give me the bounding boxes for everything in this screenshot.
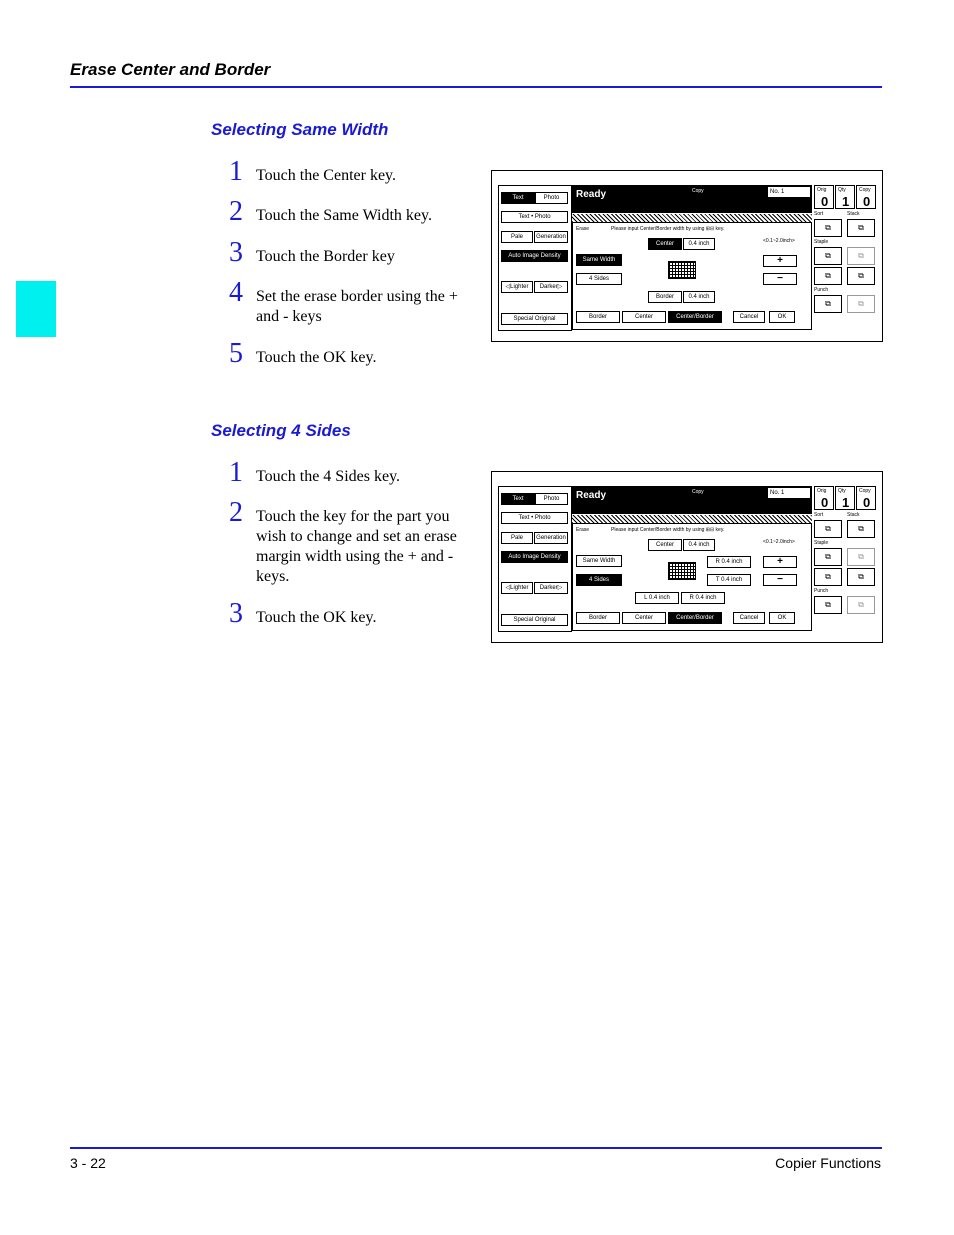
- erase-panel: [572, 523, 812, 631]
- page-number: 3 - 22: [70, 1155, 106, 1171]
- darker-button[interactable]: Darker▷: [534, 582, 568, 594]
- cancel-button[interactable]: Cancel: [733, 311, 765, 323]
- special-original-button[interactable]: Special Original: [501, 614, 568, 626]
- job-number: No. 1: [768, 187, 810, 197]
- darker-button[interactable]: Darker▷: [534, 281, 568, 293]
- center-tab[interactable]: Center: [622, 612, 666, 624]
- sort-icon[interactable]: ⧉: [814, 219, 842, 237]
- header-rule: [70, 86, 882, 88]
- cancel-button[interactable]: Cancel: [733, 612, 765, 624]
- image-panel: [498, 486, 572, 632]
- copier-screen-same-width: [491, 170, 883, 342]
- copy-label: Copy: [692, 188, 704, 194]
- same-width-button[interactable]: Same Width: [576, 555, 622, 567]
- ok-button[interactable]: OK: [769, 311, 795, 323]
- auto-density-button[interactable]: Auto Image Density: [501, 551, 568, 563]
- side-l-value[interactable]: L 0.4 inch: [635, 592, 679, 604]
- pale-button[interactable]: Pale: [501, 231, 533, 243]
- plus-button[interactable]: +: [763, 255, 797, 267]
- pale-button[interactable]: Pale: [501, 532, 533, 544]
- qty-counter: Qty 1: [835, 185, 855, 209]
- same-width-button[interactable]: Same Width: [576, 254, 622, 266]
- erase-label: Erase: [576, 226, 590, 232]
- stack-icon[interactable]: ⧉: [847, 219, 875, 237]
- punch-top-icon[interactable]: ⧉: [847, 596, 875, 614]
- staple-double-icon[interactable]: ⧉: [814, 568, 842, 586]
- text-button[interactable]: Text: [501, 192, 535, 204]
- copy-label: Copy: [692, 489, 704, 495]
- center-tab[interactable]: Center: [622, 311, 666, 323]
- side-t-value[interactable]: T 0.4 inch: [707, 574, 751, 586]
- chapter-tab: [16, 281, 56, 337]
- finisher-panel: [814, 185, 878, 329]
- ready-status: Ready: [576, 490, 607, 501]
- border-tab[interactable]: Border: [576, 311, 620, 323]
- orig-counter: Orig 0: [814, 486, 834, 510]
- staple-label: Staple: [814, 540, 829, 546]
- punch-left-icon[interactable]: ⧉: [814, 295, 842, 313]
- status-bar: [572, 486, 812, 514]
- lighter-button[interactable]: ◁Lighter: [501, 281, 533, 293]
- chapter-name: Copier Functions: [775, 1155, 881, 1171]
- four-sides-button[interactable]: 4 Sides: [576, 574, 622, 586]
- hatch-bar: [572, 214, 812, 222]
- text-photo-button[interactable]: Text • Photo: [501, 512, 568, 524]
- sort-label: Sort: [814, 512, 824, 518]
- center-button[interactable]: Center: [648, 539, 682, 551]
- prompt-text: Please input Center/Border width by using ⊞⊟ key.: [611, 226, 725, 232]
- erase-preview-icon: [668, 261, 696, 279]
- sort-icon[interactable]: ⧉: [814, 520, 842, 538]
- stack-label: Stack: [847, 512, 860, 518]
- ready-status: Ready: [576, 189, 607, 200]
- status-bar: [572, 185, 812, 213]
- erase-panel: [572, 222, 812, 330]
- side-r-value[interactable]: R 0.4 inch: [707, 556, 751, 568]
- punch-label: Punch: [814, 588, 829, 594]
- staple-top-icon[interactable]: ⧉: [847, 568, 875, 586]
- prompt-text: Please input Center/Border width by using ⊞⊟ key.: [611, 527, 725, 533]
- staple-right-icon[interactable]: ⧉: [847, 548, 875, 566]
- generation-button[interactable]: Generation: [534, 231, 568, 243]
- four-sides-button[interactable]: 4 Sides: [576, 273, 622, 285]
- photo-button[interactable]: Photo: [535, 192, 568, 204]
- range-text: <0.1~2.0inch>: [763, 539, 795, 545]
- generation-button[interactable]: Generation: [534, 532, 568, 544]
- staple-double-icon[interactable]: ⧉: [814, 267, 842, 285]
- border-button[interactable]: Border: [648, 291, 682, 303]
- center-value: 0.4 inch: [683, 539, 715, 551]
- special-original-button[interactable]: Special Original: [501, 313, 568, 325]
- center-border-tab[interactable]: Center/Border: [668, 311, 722, 323]
- qty-counter: Qty 1: [835, 486, 855, 510]
- ok-button[interactable]: OK: [769, 612, 795, 624]
- plus-button[interactable]: +: [763, 556, 797, 568]
- section-title-4-sides: Selecting 4 Sides: [211, 421, 351, 440]
- copy-counter: Copy 0: [856, 185, 876, 209]
- copy-counter: Copy 0: [856, 486, 876, 510]
- lighter-button[interactable]: ◁Lighter: [501, 582, 533, 594]
- staple-left-icon[interactable]: ⧉: [814, 247, 842, 265]
- center-border-tab[interactable]: Center/Border: [668, 612, 722, 624]
- text-photo-button[interactable]: Text • Photo: [501, 211, 568, 223]
- footer-rule: [70, 1147, 882, 1149]
- range-text: <0.1~2.0inch>: [763, 238, 795, 244]
- minus-button[interactable]: −: [763, 574, 797, 586]
- finisher-panel: [814, 486, 878, 630]
- section-title-same-width: Selecting Same Width: [211, 120, 389, 139]
- copier-screen-4-sides: [491, 471, 883, 643]
- staple-right-icon[interactable]: ⧉: [847, 247, 875, 265]
- erase-label: Erase: [576, 527, 590, 533]
- orig-counter: Orig 0: [814, 185, 834, 209]
- image-panel: [498, 185, 572, 331]
- photo-button[interactable]: Photo: [535, 493, 568, 505]
- center-button[interactable]: Center: [648, 238, 682, 250]
- hatch-bar: [572, 515, 812, 523]
- text-button[interactable]: Text: [501, 493, 535, 505]
- staple-left-icon[interactable]: ⧉: [814, 548, 842, 566]
- punch-top-icon[interactable]: ⧉: [847, 295, 875, 313]
- punch-left-icon[interactable]: ⧉: [814, 596, 842, 614]
- center-value: 0.4 inch: [683, 238, 715, 250]
- minus-button[interactable]: −: [763, 273, 797, 285]
- staple-label: Staple: [814, 239, 829, 245]
- auto-density-button[interactable]: Auto Image Density: [501, 250, 568, 262]
- stack-icon[interactable]: ⧉: [847, 520, 875, 538]
- stack-label: Stack: [847, 211, 860, 217]
- border-tab[interactable]: Border: [576, 612, 620, 624]
- sort-label: Sort: [814, 211, 824, 217]
- side-r2-value[interactable]: R 0.4 inch: [681, 592, 725, 604]
- staple-top-icon[interactable]: ⧉: [847, 267, 875, 285]
- header-title: Erase Center and Border: [70, 60, 271, 79]
- punch-label: Punch: [814, 287, 829, 293]
- job-number: No. 1: [768, 488, 810, 498]
- erase-preview-icon: [668, 562, 696, 580]
- border-value: 0.4 inch: [683, 291, 715, 303]
